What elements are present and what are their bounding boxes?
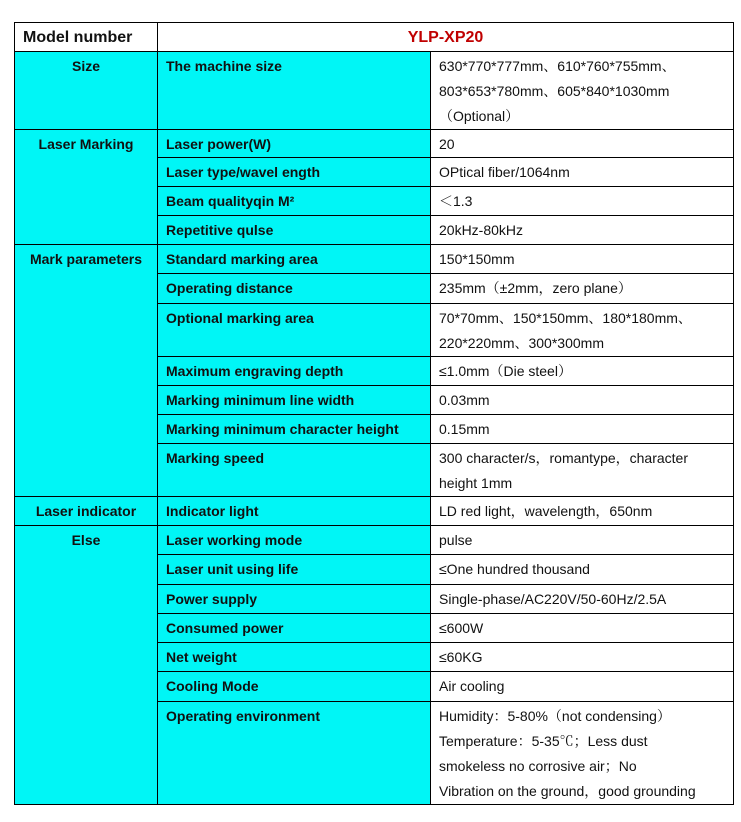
value-line: 70*70mm、150*150mm、180*180mm、 xyxy=(439,310,692,326)
value-line: pulse xyxy=(439,532,473,548)
value-line: Single-phase/AC220V/50-60Hz/2.5A xyxy=(439,591,667,607)
parameter-value xyxy=(431,274,734,304)
value-line: 0.03mm xyxy=(439,392,490,408)
section-label: Laser indicator xyxy=(15,497,158,526)
value-line: 0.15mm xyxy=(439,421,490,437)
parameter-name: Laser working mode xyxy=(158,526,431,555)
value-line: 20 xyxy=(439,136,455,152)
spec-row xyxy=(15,526,734,555)
parameter-name: Consumed power xyxy=(158,614,431,643)
value-line: 220*220mm、300*300mm xyxy=(439,335,604,351)
value-line: （Optional） xyxy=(439,108,520,124)
parameter-value xyxy=(431,444,734,497)
parameter-name: Marking speed xyxy=(158,444,431,497)
parameter-name: Marking minimum line width xyxy=(158,386,431,415)
parameter-value xyxy=(431,497,734,526)
parameter-value xyxy=(431,158,734,187)
spec-table xyxy=(14,22,734,805)
section-label: Size xyxy=(15,52,158,130)
value-line: 630*770*777mm、610*760*755mm、 xyxy=(439,58,676,74)
parameter-value xyxy=(431,643,734,672)
parameter-value xyxy=(431,386,734,415)
parameter-name: Operating distance xyxy=(158,274,431,304)
parameter-name: The machine size xyxy=(158,52,431,130)
parameter-value xyxy=(431,187,734,216)
parameter-name: Laser unit using life xyxy=(158,555,431,585)
parameter-name: Indicator light xyxy=(158,497,431,526)
parameter-value xyxy=(431,526,734,555)
value-line: ≤60KG xyxy=(439,649,483,665)
parameter-name: Laser type/wavel ength xyxy=(158,158,431,187)
value-line: Air cooling xyxy=(439,678,505,694)
parameter-value xyxy=(431,585,734,614)
section-label: Mark parameters xyxy=(15,245,158,497)
parameter-value xyxy=(431,702,734,805)
parameter-name: Operating environment xyxy=(158,702,431,805)
parameter-value xyxy=(431,672,734,702)
parameter-value xyxy=(431,555,734,585)
parameter-name: Optional marking area xyxy=(158,304,431,357)
parameter-value xyxy=(431,415,734,444)
parameter-name: Standard marking area xyxy=(158,245,431,274)
value-line: height 1mm xyxy=(439,475,513,491)
header-row xyxy=(15,23,734,52)
parameter-value xyxy=(431,614,734,643)
parameter-name: Repetitive qulse xyxy=(158,216,431,245)
value-line: ＜1.3 xyxy=(439,193,473,209)
parameter-value xyxy=(431,245,734,274)
value-line: LD red light，wavelength，650nm xyxy=(439,503,653,519)
parameter-name: Maximum engraving depth xyxy=(158,357,431,386)
parameter-name: Beam qualityqin M² xyxy=(158,187,431,216)
parameter-name: Marking minimum character height xyxy=(158,415,431,444)
spec-row xyxy=(15,245,734,274)
section-label: Laser Marking xyxy=(15,130,158,245)
model-number-value: YLP-XP20 xyxy=(158,23,734,52)
value-line: 803*653*780mm、605*840*1030mm xyxy=(439,83,670,99)
model-number-label: Model number xyxy=(15,23,158,52)
parameter-value xyxy=(431,357,734,386)
value-line: ≤1.0mm（Die steel） xyxy=(439,363,572,379)
spec-row xyxy=(15,497,734,526)
value-line: Vibration on the ground，good grounding xyxy=(439,783,696,799)
value-line: OPtical fiber/1064nm xyxy=(439,164,570,180)
value-line: 300 character/s，romantype，character xyxy=(439,450,688,466)
section-label: Else xyxy=(15,526,158,805)
value-line: 20kHz-80kHz xyxy=(439,222,524,238)
value-line: Temperature：5-35℃；Less dust xyxy=(439,733,648,749)
value-line: Humidity：5-80%（not condensing） xyxy=(439,708,671,724)
value-line: ≤One hundred thousand xyxy=(439,561,590,577)
spec-row xyxy=(15,52,734,130)
value-line: smokeless no corrosive air；No xyxy=(439,758,637,774)
parameter-name: Cooling Mode xyxy=(158,672,431,702)
parameter-value xyxy=(431,52,734,130)
spec-row xyxy=(15,130,734,158)
parameter-value xyxy=(431,216,734,245)
parameter-name: Net weight xyxy=(158,643,431,672)
parameter-value xyxy=(431,130,734,158)
value-line: 150*150mm xyxy=(439,251,515,267)
parameter-name: Laser power(W) xyxy=(158,130,431,158)
value-line: 235mm（±2mm，zero plane） xyxy=(439,280,632,296)
value-line: ≤600W xyxy=(439,620,484,636)
parameter-name: Power supply xyxy=(158,585,431,614)
parameter-value xyxy=(431,304,734,357)
